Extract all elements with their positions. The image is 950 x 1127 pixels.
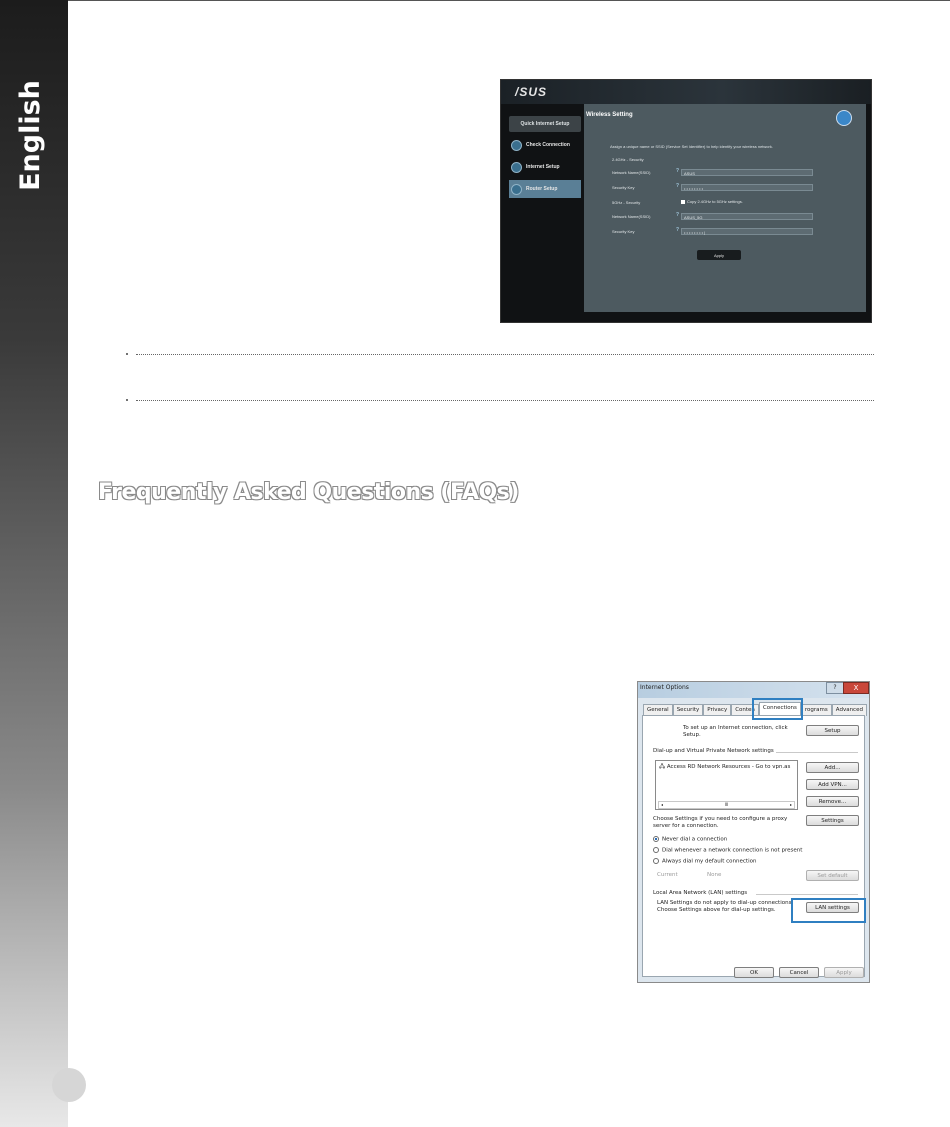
asus-logo: /SUS — [515, 85, 548, 99]
horizontal-scrollbar[interactable]: ◂ III ▸ — [658, 801, 795, 809]
current-value: None — [707, 872, 722, 878]
help-icon: ? — [676, 227, 680, 233]
tab-advanced[interactable]: Advanced — [832, 704, 867, 716]
globe-icon — [511, 162, 522, 173]
faq-heading: Frequently Asked Questions (FAQs) — [98, 480, 519, 505]
ssid-24-label: Network Name(SSID) — [612, 170, 651, 175]
tab-privacy[interactable]: Privacy — [703, 704, 731, 716]
apply-button[interactable]: Apply — [697, 250, 741, 260]
cancel-button[interactable]: Cancel — [779, 967, 819, 978]
panel-title: Wireless Setting — [586, 112, 633, 118]
add-vpn-button[interactable]: Add VPN... — [806, 779, 859, 790]
language-tab — [0, 0, 68, 1127]
set-default-button[interactable]: Set default — [806, 870, 859, 881]
panel-description: Assign a unique name or SSID (Service Set Identifier) to help identify your wireless network. — [610, 144, 773, 149]
network-icon: 🖧 — [659, 764, 667, 770]
router-nav — [509, 116, 581, 202]
remove-button[interactable]: Remove... — [806, 796, 859, 807]
dialup-group-label: Dial-up and Virtual Private Network settings — [653, 748, 774, 754]
lan-settings-button[interactable]: LAN settings — [806, 902, 859, 913]
ssid-5-label: Network Name(SSID) — [612, 214, 651, 219]
dialog-title: Internet Options — [638, 682, 869, 698]
scroll-left-icon[interactable]: ◂ — [661, 802, 664, 807]
key-5-input[interactable]: • • • • • • • • | — [681, 228, 813, 235]
router-header — [501, 80, 871, 104]
radio-always-dial[interactable]: Always dial my default connection — [653, 858, 756, 865]
proxy-text: Choose Settings if you need to configure a proxy — [653, 816, 788, 822]
bullet-icon — [126, 353, 128, 355]
apply-button[interactable]: Apply — [824, 967, 864, 978]
tab-security[interactable]: Security — [673, 704, 704, 716]
proxy-text-2: server for a connection. — [653, 823, 719, 829]
help-icon: ? — [676, 183, 680, 189]
setup-text-2: Setup. — [683, 732, 701, 738]
help-icon: ? — [676, 168, 680, 174]
ok-button[interactable]: OK — [734, 967, 774, 978]
scroll-right-icon[interactable]: ▸ — [789, 802, 792, 807]
connections-list[interactable] — [655, 760, 798, 810]
wireless-setting-panel — [584, 104, 866, 312]
home-icon[interactable] — [836, 110, 852, 126]
internet-options-dialog — [637, 681, 870, 983]
nav-item-router-setup[interactable]: Router Setup — [509, 180, 581, 198]
setup-button[interactable]: Setup — [806, 725, 859, 736]
nav-item-check-connection[interactable]: Check Connection — [509, 136, 581, 154]
language-tab-label: English — [14, 79, 46, 191]
page-number-circle — [52, 1068, 86, 1102]
checkbox-icon[interactable] — [681, 200, 685, 204]
radio-never-dial[interactable]: Never dial a connection — [653, 836, 727, 843]
ssid-24-input[interactable]: ASUS — [681, 169, 813, 176]
radio-icon[interactable] — [653, 847, 659, 853]
connections-tab-panel — [642, 715, 865, 977]
key-5-label: Security Key — [612, 229, 635, 234]
current-label: Current — [657, 872, 678, 878]
key-24-input[interactable]: • • • • • • • • — [681, 184, 813, 191]
nav-title: Quick Internet Setup — [509, 116, 581, 132]
radio-dial-whenever[interactable]: Dial whenever a network connection is not present — [653, 847, 802, 854]
tab-programs[interactable]: rograms — [801, 704, 832, 716]
radio-selected-icon[interactable] — [653, 836, 659, 842]
lan-settings-highlight — [791, 898, 866, 923]
list-item[interactable]: 🖧 Access RD Network Resources - Go to vpn.as — [659, 764, 791, 770]
settings-button[interactable]: Settings — [806, 815, 859, 826]
help-icon: ? — [676, 212, 680, 218]
router-setup-screenshot — [500, 79, 872, 323]
connections-tab-highlight — [752, 698, 803, 720]
help-button[interactable]: ? — [826, 682, 844, 694]
lan-group-label: Local Area Network (LAN) settings — [653, 890, 748, 896]
key-24-label: Security Key — [612, 185, 635, 190]
tab-connections[interactable]: Connections — [759, 702, 801, 716]
bullet-icon — [126, 399, 128, 401]
lan-text: LAN Settings do not apply to dial-up connections. — [657, 900, 794, 906]
router-icon — [511, 184, 522, 195]
nav-item-internet-setup[interactable]: Internet Setup — [509, 158, 581, 176]
band-24-label: 2.4GHz - Security — [612, 157, 644, 162]
add-button[interactable]: Add... — [806, 762, 859, 773]
lan-text-2: Choose Settings above for dial-up settings. — [657, 907, 776, 913]
note-line — [126, 399, 874, 401]
tab-content[interactable]: Conten — [731, 704, 759, 716]
radio-icon[interactable] — [653, 858, 659, 864]
note-line — [126, 353, 874, 355]
top-rule — [68, 0, 950, 1]
close-button[interactable]: X — [843, 682, 869, 694]
check-icon — [511, 140, 522, 151]
copy-settings-checkbox[interactable]: Copy 2.4GHz to 5GHz settings. — [681, 199, 743, 204]
setup-text: To set up an Internet connection, click — [683, 725, 788, 731]
ssid-5-input[interactable]: ASUS_5G — [681, 213, 813, 220]
tab-general[interactable]: General — [643, 704, 673, 716]
band-5-label: 5GHz - Security — [612, 200, 641, 205]
